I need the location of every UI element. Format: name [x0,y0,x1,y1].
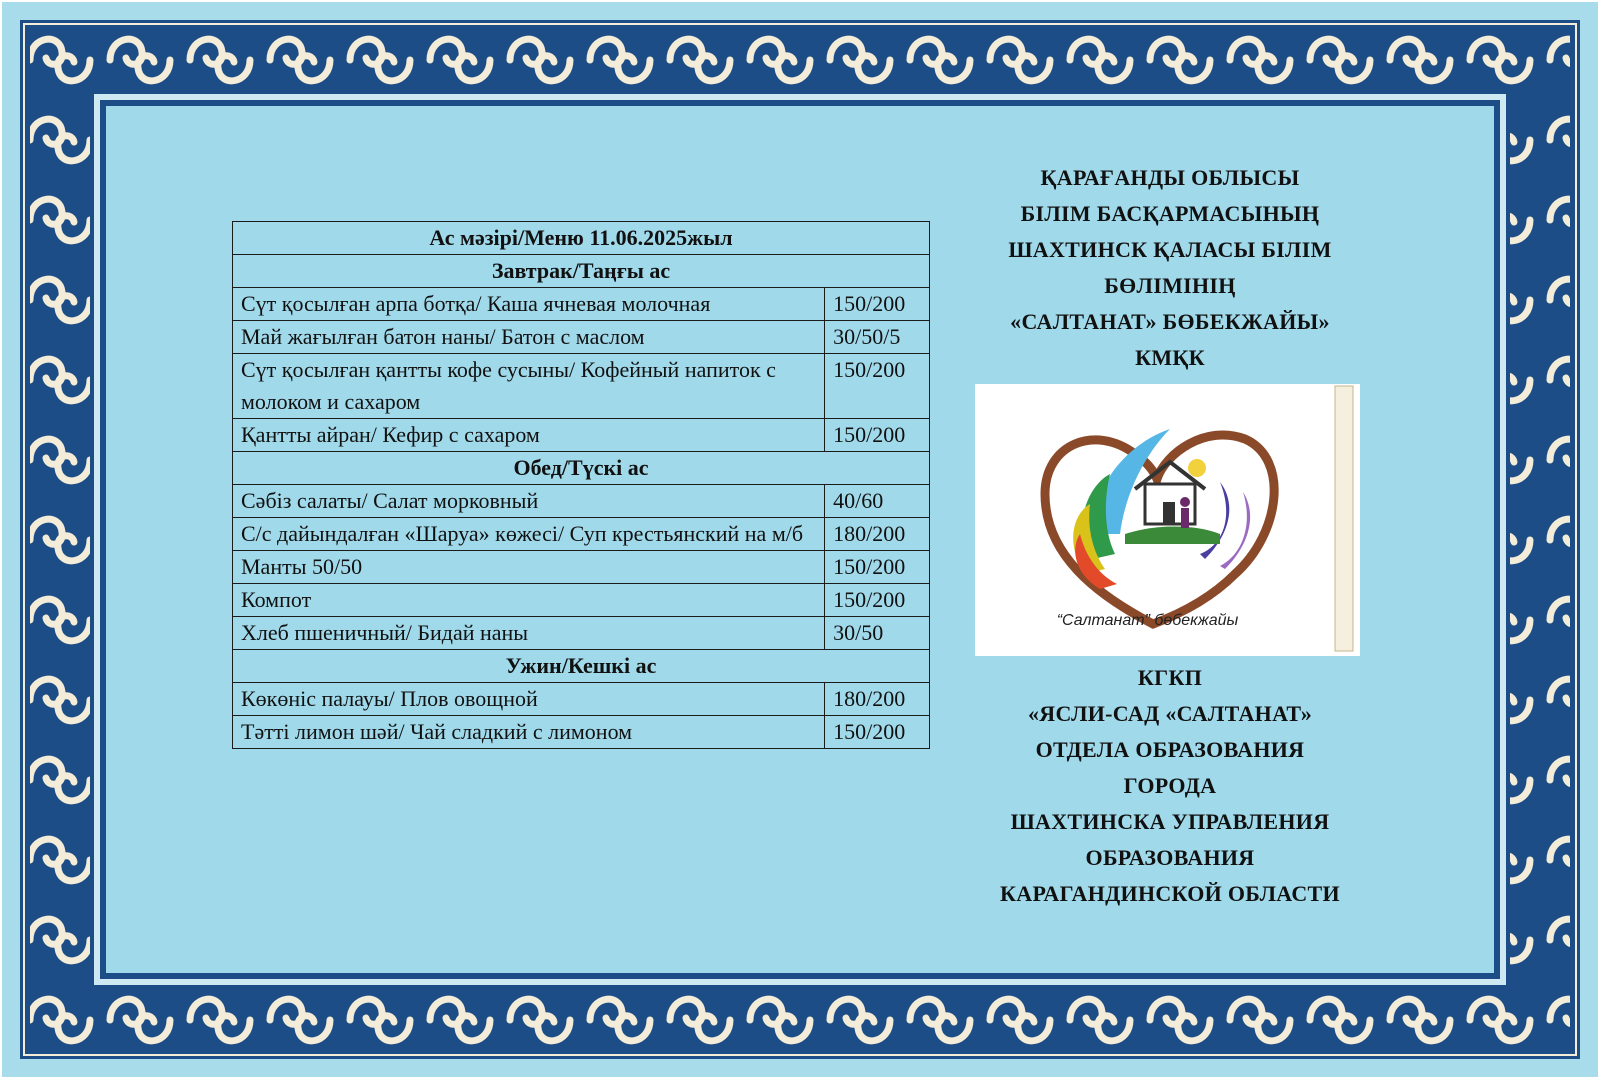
dish-name: С/с дайындалған «Шаруа» көжесі/ Суп крестьянский на м/б [233,518,825,551]
dish-portion: 150/200 [825,288,930,321]
menu-item-row [233,584,930,617]
dish-name: Сүт қосылған қантты кофе сусыны/ Кофейный напиток с молоком и сахаром [233,354,825,419]
menu-title-row [233,222,930,255]
dish-portion: 180/200 [825,518,930,551]
section-heading: Обед/Түскі ас [233,452,930,485]
dish-name: Сәбіз салаты/ Салат морковный [233,485,825,518]
dish-name: Сүт қосылған арпа ботқа/ Каша ячневая молочная [233,288,825,321]
organization-name-russian [960,660,1380,912]
logo-caption: “Салтанат” бөбекжайы [1056,612,1239,629]
dish-name: Компот [233,584,825,617]
menu-item-row [233,485,930,518]
dish-name: Қантты айран/ Кефир с сахаром [233,419,825,452]
org-line: ШАХТИНСКА УПРАВЛЕНИЯ [1010,809,1330,834]
org-line: КМҚК [1135,345,1205,370]
menu-item-row [233,716,930,749]
org-line: «ЯСЛИ-САД «САЛТАНАТ» [1027,701,1313,726]
org-line: ГОРОДА [1123,773,1217,798]
dish-portion: 150/200 [825,419,930,452]
dish-name: Көкөніс палауы/ Плов овощной [233,683,825,716]
menu-item-row [233,321,930,354]
section-heading-row [233,452,930,485]
dish-portion: 180/200 [825,683,930,716]
dish-name: Тәтті лимон шәй/ Чай сладкий с лимоном [233,716,825,749]
dish-name: Хлеб пшеничный/ Бидай наны [233,617,825,650]
org-line: БІЛІМ БАСҚАРМАСЫНЫҢ [1020,201,1320,226]
section-heading: Завтрак/Таңғы ас [233,255,930,288]
dish-portion: 40/60 [825,485,930,518]
kindergarten-logo [975,384,1360,656]
menu-item-row [233,518,930,551]
dish-portion: 30/50 [825,617,930,650]
dish-name: Май жағылған батон наны/ Батон с маслом [233,321,825,354]
org-line: КГКП [1137,665,1203,690]
menu-item-row [233,551,930,584]
section-heading-row [233,650,930,683]
menu-item-row [233,683,930,716]
org-line: ОТДЕЛА ОБРАЗОВАНИЯ [1035,737,1305,762]
menu-table [232,221,930,749]
dish-portion: 150/200 [825,584,930,617]
section-heading: Ужин/Кешкі ас [233,650,930,683]
org-line: ШАХТИНСК ҚАЛАСЫ БІЛІМ [1008,237,1332,262]
menu-item-row [233,288,930,321]
org-line: ОБРАЗОВАНИЯ [1085,845,1255,870]
dish-portion: 150/200 [825,354,930,419]
menu-item-row [233,617,930,650]
section-heading-row [233,255,930,288]
menu-item-row [233,419,930,452]
menu-title: Ас мәзірі/Меню 11.06.2025жыл [233,222,930,255]
organization-name-kazakh [960,160,1380,376]
dish-portion: 150/200 [825,716,930,749]
dish-portion: 30/50/5 [825,321,930,354]
org-line: «САЛТАНАТ» БӨБЕКЖАЙЫ» [1010,309,1330,334]
menu-item-row [233,354,930,419]
org-line: ҚАРАҒАНДЫ ОБЛЫСЫ [1040,165,1300,190]
org-line: БӨЛІМІНІҢ [1104,273,1236,298]
dish-name: Манты 50/50 [233,551,825,584]
dish-portion: 150/200 [825,551,930,584]
org-line: КАРАГАНДИНСКОЙ ОБЛАСТИ [1000,881,1340,906]
